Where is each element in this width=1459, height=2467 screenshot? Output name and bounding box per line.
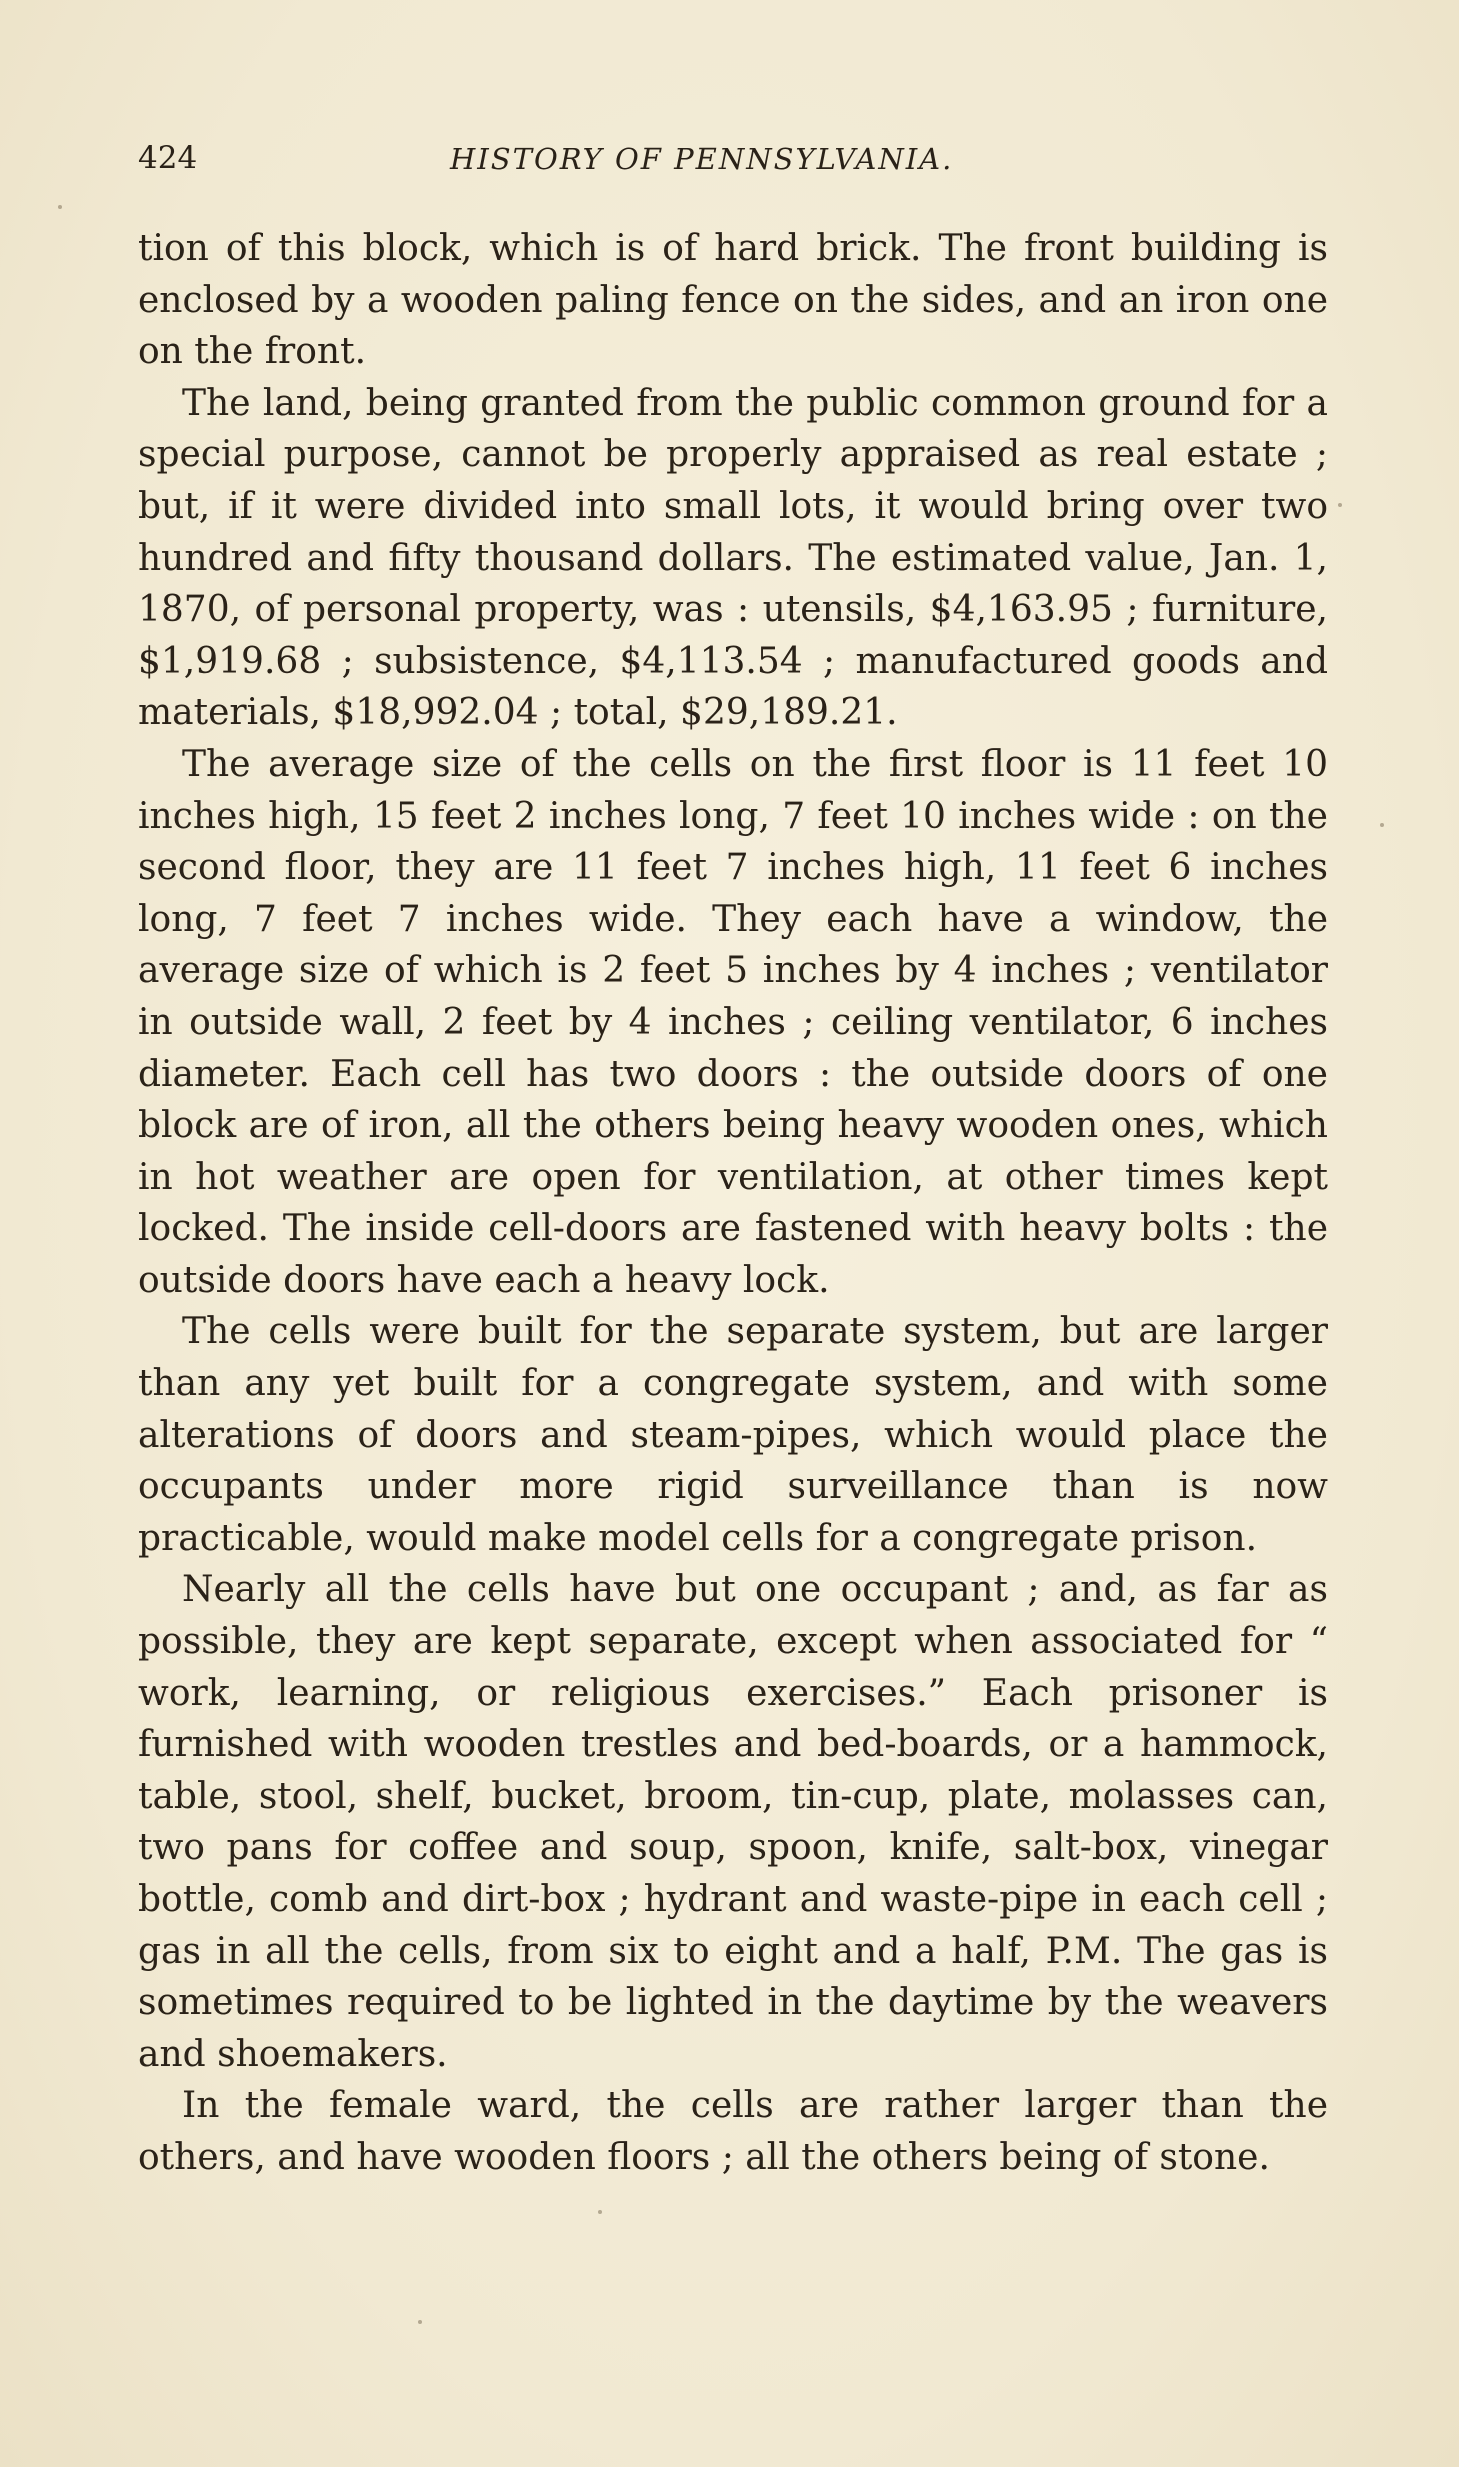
running-head <box>138 140 1338 180</box>
paragraph-cell-size: The average size of the cells on the first floor is 11 feet 10 inches high, 15 feet 2 inches long, 7 feet 10 inches wide : on the second floor, they are 11 feet 7 inches high, 11 feet 6 inches long, 7 feet 7 inches wide. They each have a window, the average size of which is 2 feet 5 inches by 4 inches ; ventilator in outside wall, 2 feet by 4 inches ; ceiling ventilator, 6 inches diameter. Each cell has two doors : the outside doors of one block are of iron, all the others being heavy wooden ones, which in hot weather are open for ventilation, at other times kept locked. The inside cell-doors are fastened with heavy bolts : the outside doors have each a heavy lock. <box>138 743 1328 1301</box>
paragraph-occupants: Nearly all the cells have but one occupant ; and, as far as possible, they are kept separate, except when associated for “ work, learning, or religious exercises.” Each prisoner is furnished with wooden trestles and bed-boards, or a hammock, table, stool, shelf, bucket, broom, tin-cup, plate, molasses can, two pans for coffee and soup, spoon, knife, salt-box, vinegar bottle, comb and dirt-box ; hydrant and waste-pipe in each cell ; gas in all the cells, from six to eight and a half, P.M. The gas is sometimes required to be lighted in the daytime by the weavers and shoemakers. <box>138 1569 1328 2075</box>
body-text <box>138 223 1328 2184</box>
paper-speck <box>1380 823 1384 827</box>
paper-speck <box>1338 503 1342 507</box>
paragraph-land-value: The land, being granted from the public common ground for a special purpose, cannot be properly appraised as real estate ; but, if it were divided into small lots, it would bring over two hundred and fifty thousand dollars. The estimated value, Jan. 1, 1870, of personal property, was : utensils, $4,163.95 ; furniture, $1,919.68 ; subsistence, $4,113.54 ; manufactured goods and materials, $18,992.04 ; total, $29,189.21. <box>138 382 1328 734</box>
paragraph-cell-system: The cells were built for the separate system, but are larger than any yet built for a congregate system, and with some alterations of doors and steam-pipes, which would place the occupants under more rigid surveillance than is now practicable, would make model cells for a congregate prison. <box>138 1311 1328 1559</box>
paper-speck <box>598 2210 602 2214</box>
paper-speck <box>418 2320 422 2324</box>
paper-speck <box>58 205 62 209</box>
paragraph-continuation: tion of this block, which is of hard brick. The front building is enclosed by a wooden paling fence on the sides, and an iron one on the front. <box>138 228 1328 373</box>
running-title: HISTORY OF PENNSYLVANIA. <box>450 142 954 176</box>
paragraph-female-ward: In the female ward, the cells are rather larger than the others, and have wooden floors ; all the others being of stone. <box>138 2085 1328 2178</box>
page-number: 424 <box>138 140 198 176</box>
